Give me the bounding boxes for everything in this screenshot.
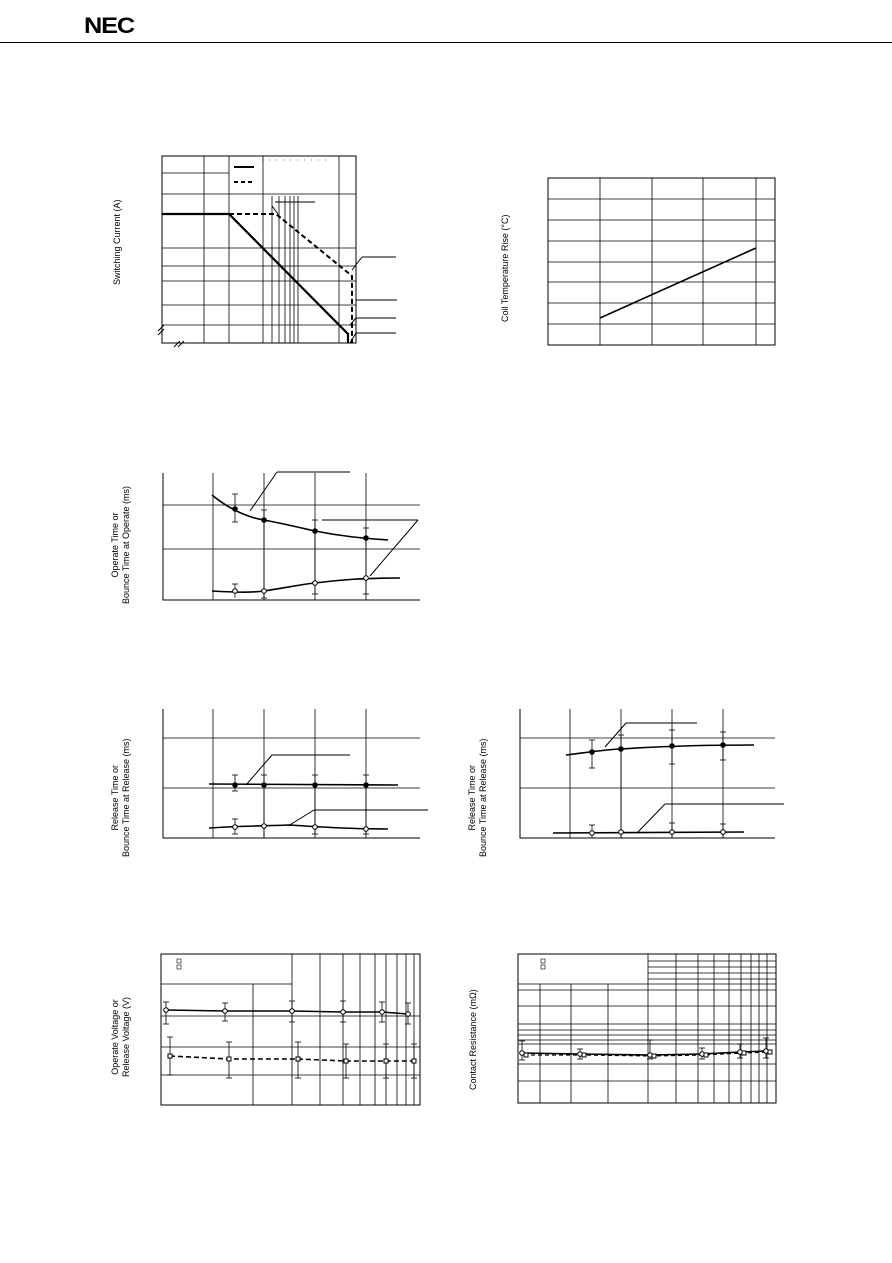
chart-grid (161, 954, 420, 1105)
leader (288, 810, 314, 826)
chart-axes (163, 473, 420, 600)
contact-resistance-ylabel: Contact Resistance (mΩ) (468, 989, 478, 1090)
switching-current-chart (158, 156, 397, 347)
operate-time-ylabel: Operate Time or Bounce Time at Operate (ms) (110, 485, 131, 604)
contact-resistance-chart (518, 954, 776, 1103)
leader (370, 520, 418, 576)
operate-points (233, 507, 369, 541)
error-bars (232, 494, 369, 598)
bounce-release-curve (553, 832, 744, 833)
chart-grid (163, 473, 420, 600)
chart-grid (520, 709, 775, 838)
nec-logo: NEC (84, 13, 134, 38)
legend-box (541, 959, 545, 969)
chart-grid (163, 709, 420, 838)
switching-current-ylabel: Switching Current (A) (112, 199, 122, 285)
chart-grid (518, 954, 776, 1103)
chart-grid (548, 178, 775, 345)
release-time-b-ylabel: Release Time or Bounce Time at Release (ms) (467, 738, 488, 857)
temp-line (600, 248, 756, 318)
release-points (590, 743, 726, 755)
leader (272, 206, 278, 214)
chart-frame (161, 954, 420, 1105)
coil-temp-chart (548, 178, 775, 345)
chart-frame (162, 156, 356, 343)
chart-grid (162, 156, 356, 343)
chart-frame (548, 178, 775, 345)
operate-voltage-ylabel: Operate Voltage or Release Voltage (V) (110, 996, 131, 1077)
bounce-time-curve (212, 578, 400, 592)
operate-voltage-curve (166, 1010, 408, 1014)
operate-time-chart (163, 472, 420, 600)
contact-resistance-curve-a (522, 1051, 766, 1055)
leader (352, 257, 362, 270)
release-time-a-chart (163, 709, 428, 838)
release-time-a-ylabel: Release Time or Bounce Time at Release (ms) (110, 738, 131, 857)
chart-axes (163, 709, 420, 838)
leader (638, 804, 665, 832)
operate-voltage-chart (161, 954, 420, 1105)
error-bars (519, 1038, 769, 1060)
chart-axes (520, 709, 775, 838)
dc-curve (162, 214, 348, 343)
legend-box (177, 959, 181, 969)
coil-temp-ylabel: Coil Temperature Rise (°C) (500, 214, 510, 322)
release-time-b-chart (520, 709, 784, 838)
operate-time-curve (212, 495, 388, 540)
leader (246, 755, 272, 785)
